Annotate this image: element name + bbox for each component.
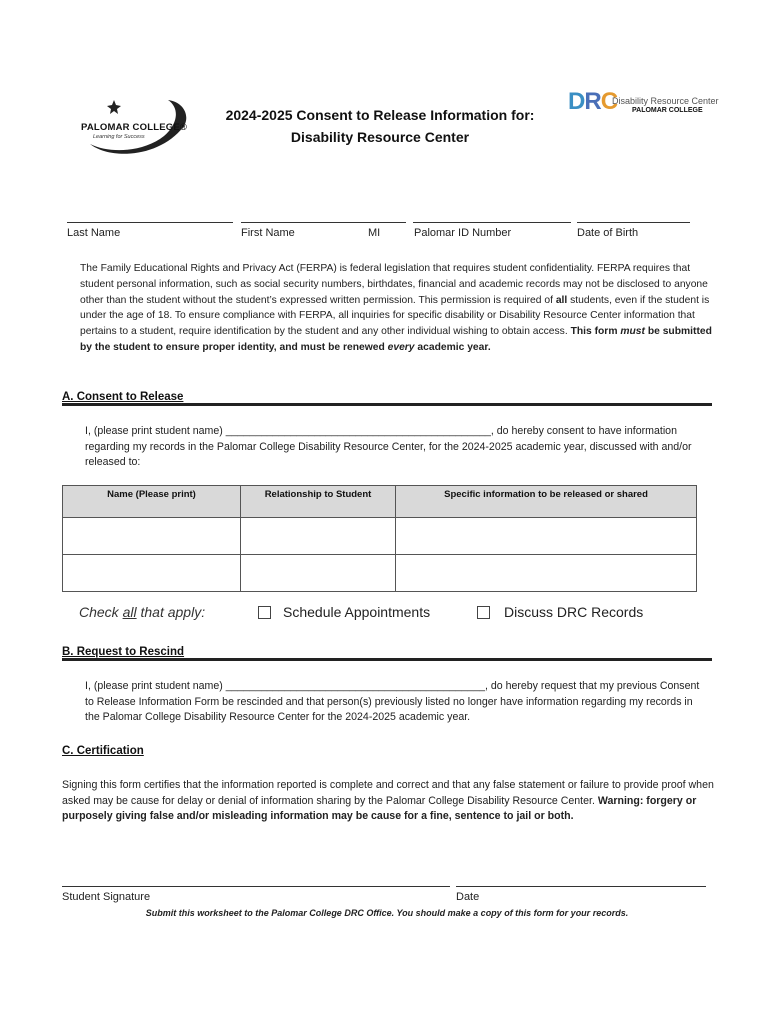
- last-name-label: Last Name: [67, 227, 121, 239]
- table-row: [63, 518, 697, 555]
- drc-logo-college: PALOMAR COLLEGE: [632, 107, 703, 114]
- col-header-name: Name (Please print): [63, 486, 241, 518]
- drc-logo: DRC: [568, 88, 618, 115]
- col-header-info: Specific information to be released or shared: [396, 486, 697, 518]
- first-name-mi-field[interactable]: [241, 222, 406, 223]
- section-b-text: I, (please print student name) ____________________________________________, do hereby request that my previous Consent to Release Information Form be rescinded and that person(s) previously listed no longer have information regarding my records in the Palomar College Disability Resource Center for the 2024-2025 academic year.: [85, 680, 700, 723]
- table-cell-info[interactable]: [396, 518, 697, 555]
- title-line-1: 2024-2025 Consent to Release Information for:: [225, 107, 535, 123]
- col-header-relationship: Relationship to Student: [241, 486, 396, 518]
- table-cell-relationship[interactable]: [241, 518, 396, 555]
- schedule-appointments-checkbox[interactable]: [258, 606, 271, 619]
- section-b-heading: B. Request to Rescind: [62, 646, 712, 661]
- discuss-drc-records-label: Discuss DRC Records: [504, 604, 644, 620]
- table-header-row: [63, 486, 697, 518]
- title-line-2: Disability Resource Center: [290, 129, 470, 145]
- discuss-drc-records-checkbox[interactable]: [477, 606, 490, 619]
- footer-note: Submit this worksheet to the Palomar College DRC Office. You should make a copy of this form for your records.: [145, 908, 629, 918]
- section-a-text: I, (please print student name) _____________________________________________, do hereby consent to have information regarding my records in the Palomar College Disability Resource Center, for the 2024-2025 academic year, discussed with and/or released to:: [85, 425, 692, 468]
- dob-label: Date of Birth: [577, 227, 639, 239]
- palomar-logo-tagline: Learning for Success: [93, 134, 145, 140]
- drc-logo-subtitle: Disability Resource Center: [612, 96, 719, 106]
- date-label: Date: [456, 891, 480, 903]
- table-cell-info[interactable]: [396, 555, 697, 592]
- section-c-heading: C. Certification: [62, 745, 144, 757]
- table-cell-name[interactable]: [63, 518, 241, 555]
- palomar-id-label: Palomar ID Number: [414, 227, 512, 239]
- first-name-label: First Name: [241, 227, 295, 239]
- student-signature-line[interactable]: [62, 886, 450, 887]
- student-signature-label: Student Signature: [62, 891, 151, 903]
- section-a-heading: A. Consent to Release: [62, 391, 712, 406]
- table-cell-relationship[interactable]: [241, 555, 396, 592]
- date-line[interactable]: [456, 886, 706, 887]
- date-of-birth-field[interactable]: [577, 222, 690, 223]
- page-title: [195, 104, 565, 148]
- mi-label: MI: [368, 227, 381, 239]
- table-cell-name[interactable]: [63, 555, 241, 592]
- schedule-appointments-label: Schedule Appointments: [283, 604, 431, 620]
- check-all-label: Check all that apply:: [79, 604, 206, 620]
- palomar-logo-name: PALOMAR COLLEGE®: [81, 122, 188, 133]
- table-row: [63, 555, 697, 592]
- release-table: [62, 485, 697, 592]
- palomar-id-field[interactable]: [413, 222, 571, 223]
- section-c-text: Signing this form certifies that the information reported is complete and correct and that any false statement or failure to provide proof when asked may be cause for delay or denial of information sharing by the Palomar College Disability Resource Center. Warning: forgery or purposely giving false and/or misleading information may be cause for a fine, sentence to jail or both.: [62, 779, 714, 822]
- ferpa-paragraph: The Family Educational Rights and Privacy Act (FERPA) is federal legislation that requires student confidentiality. FERPA requires that student personal information, such as social security numbers, birthdates, financial and academic records may not be disclosed to anyone other than the student without the student’s expressed written permission. This permission is required of all students, even if the student is under the age of 18. To ensure compliance with FERPA, all inquiries for specific disability or Disability Resource Center information that pertains to a student, require identification by the student and any other individual wishing to obtain access. This form must be submitted by the student to ensure proper identity, and must be renewed every academic year.: [80, 263, 712, 353]
- last-name-field[interactable]: [67, 222, 233, 223]
